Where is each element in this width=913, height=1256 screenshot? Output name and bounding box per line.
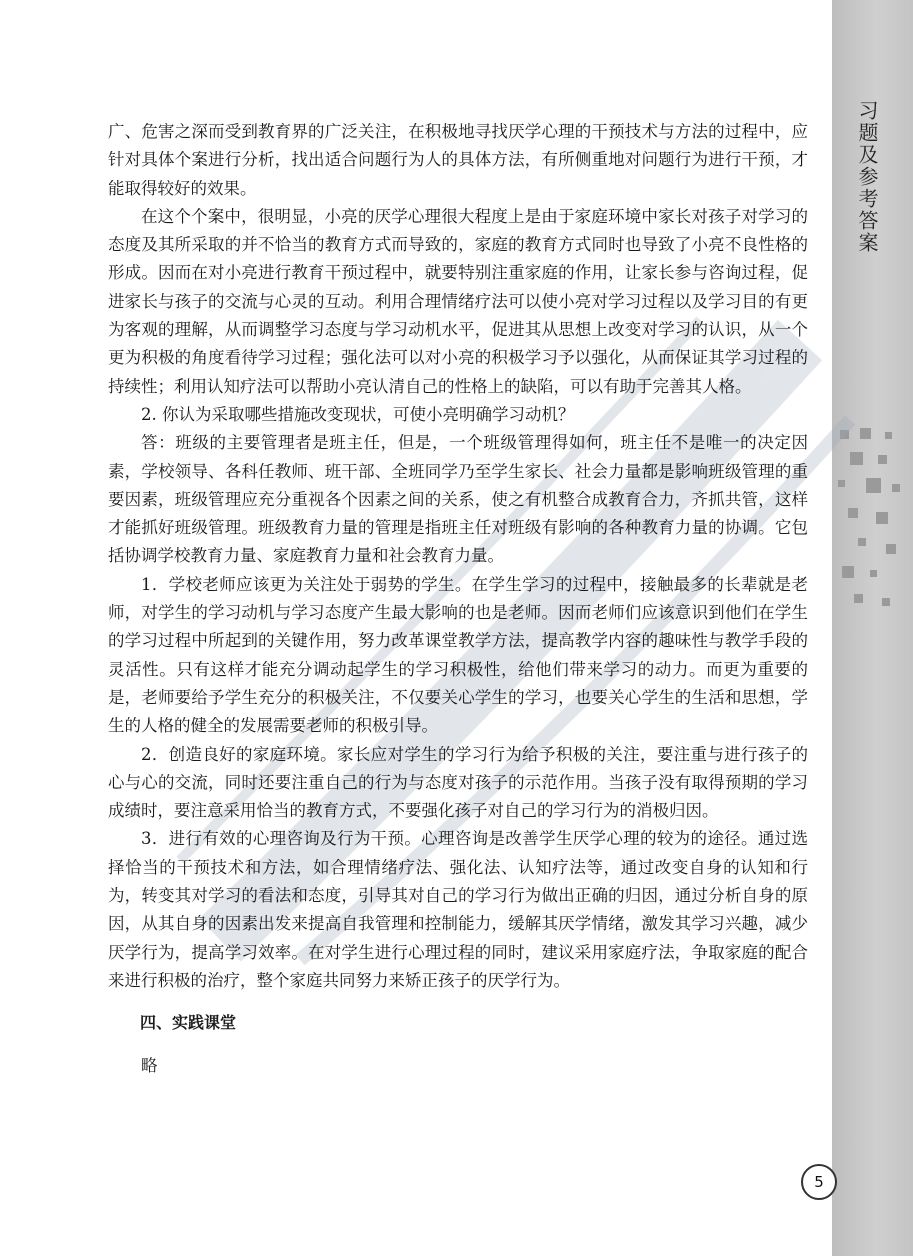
question-2: 2. 你认为采取哪些措施改变现状，可使小亮明确学习动机？: [141, 404, 575, 424]
answer-point-3: 3．进行有效的心理咨询及行为干预。心理咨询是改善学生厌学心理的较为的途径。通过选择恰当的干预技术和方法，如合理情绪疗法、强化法、认知疗法等，通过改变自身的认知和行为，转变其对学习的看法和态度，引导其对自己的学习行为做出正确的归因，通过分析自身的原因，从其自身的因素出发来提高自我管理和控制能力，缓解其厌学情绪，激发其学习兴趣，减少厌学行为，提高学习效率。在对学生进行心理过程的同时，建议采用家庭疗法，争取家庭的配合来进行积极的治疗，整个家庭共同努力来矫正孩子的厌学行为。: [108, 829, 808, 990]
chapter-tab-title: 习题及参考答案: [855, 100, 879, 254]
answer-point-1: 1．学校老师应该更为关注处于弱势的学生。在学生学习的过程中，接触最多的长辈就是老师，对学生的学习动机与学习态度产生最大影响的也是老师。因而老师们应该意识到他们在学生的学习过程中所起到的关键作用，努力改革课堂教学方法，提高教学内容的趣味性与教学手段的灵活性。只有这样才能充分调动起学生的学习积极性，给他们带来学习的动力。而更为重要的是，老师要给予学生充分的积极关注，不仅要关心学生的学习，也要关心学生的生活和思想，学生的人格的健全的发展需要老师的积极引导。: [108, 574, 808, 736]
answer-point-2: 2．创造良好的家庭环境。家长应对学生的学习行为给予积极的关注，要注重与进行孩子的心与心的交流，同时还要注重自己的行为与态度对孩子的示范作用。当孩子没有取得预期的学习成绩时，要注意采用恰当的教育方式，不要强化孩子对自己的学习行为的消极归因。: [108, 744, 808, 821]
answer-intro: 答：班级的主要管理者是班主任，但是，一个班级管理得如何，班主任不是唯一的决定因素，学校领导、各科任教师、班干部、全班同学乃至学生家长、社会力量都是影响班级管理的重要因素，班级管理应充分重视各个因素之间的关系，使之有机整合成教育合力，齐抓共管，这样才能抓好班级管理。班级教育力量的管理是指班主任对班级有影响的各种教育力量的协调。它包括协调学校教育力量、家庭教育力量和社会教育力量。: [108, 433, 808, 566]
closing-text: 略: [141, 1055, 158, 1075]
paragraph-case-analysis: 在这个个案中，很明显，小亮的厌学心理很大程度上是由于家庭环境中家长对孩子对学习的态度及其所采取的并不恰当的教育方式而导致的，家庭的教育方式同时也导致了小亮不良性格的形成。因而在对小亮进行教育干预过程中，就要特别注重家庭的作用，让家长参与咨询过程，促进家长与孩子的交流与心灵的互动。利用合理情绪疗法可以使小亮对学习过程以及学习目的有更为客观的理解，从而调整学习态度与学习动机水平，促进其从思想上改变对学习的认识，从一个更为积极的角度看待学习过程；强化法可以对小亮的积极学习予以强化，从而保证其学习过程的持续性；利用认知疗法可以帮助小亮认清自己的性格上的缺陷，可以有助于完善其人格。: [108, 206, 808, 396]
section-heading: 四、实践课堂: [140, 1013, 237, 1033]
decorative-dots: [830, 420, 913, 620]
paragraph-continuation: 广、危害之深而受到教育界的广泛关注，在积极地寻找厌学心理的干预技术与方法的过程中，应针对具体个案进行分析，找出适合问题行为人的具体方法，有所侧重地对问题行为进行干预，才能取得较好的效果。: [108, 122, 808, 198]
page-number: 5: [801, 1164, 837, 1200]
document-body: [108, 118, 808, 1080]
